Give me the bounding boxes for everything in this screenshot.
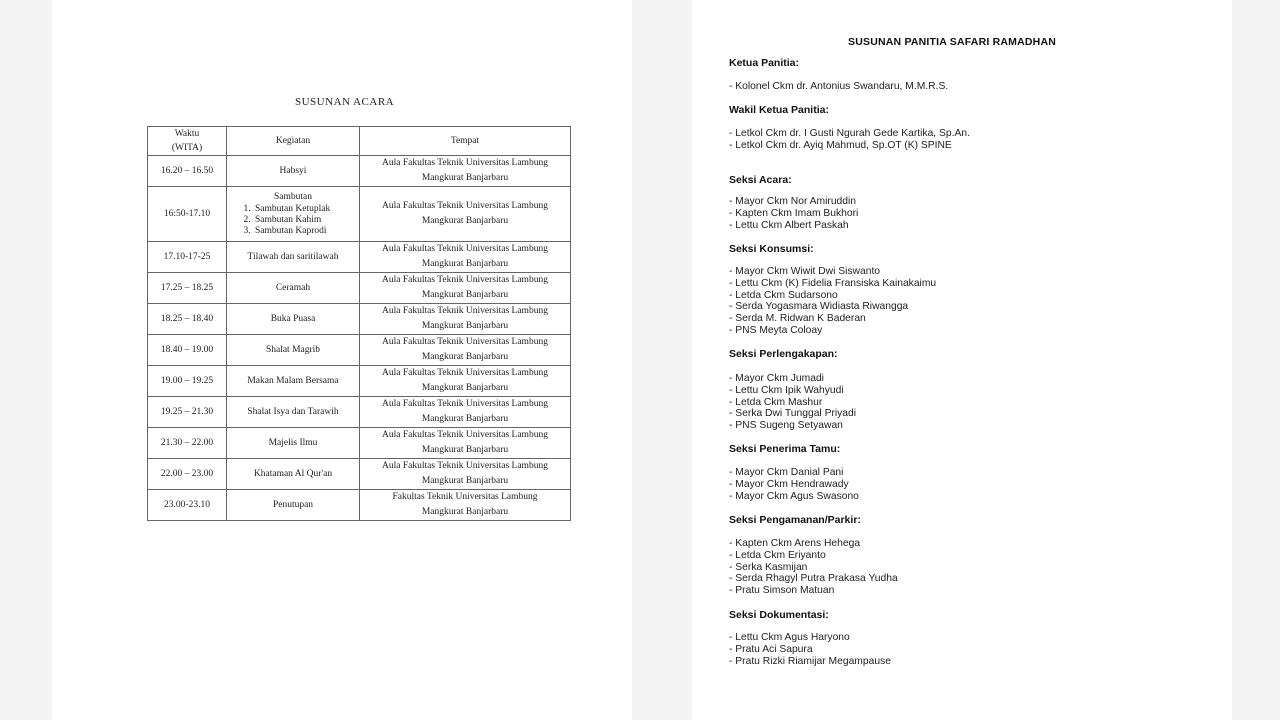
list-item: - Serda M. Ridwan K Baderan [729,313,866,325]
panitia-title: SUSUNAN PANITIA SAFARI RAMADHAN [848,36,1057,48]
list-item: - PNS Meyta Coloay [729,324,823,336]
list-item: - Mayor Ckm Jumadi [729,373,824,384]
list-item: - Lettu Ckm Albert Paskah [729,219,849,231]
cell-waktu: 17.25 – 18.25 [148,273,227,304]
cell-kegiatan [227,187,360,242]
list-item: - Serda Yogasmara Widiasta Riwangga [729,301,909,313]
list-item: - Serda Rhagyl Putra Prakasa Yudha [729,573,898,585]
section-list-penerima-tamu [729,467,859,502]
tempat-line-1: Aula Fakultas Teknik Universitas Lambung [382,275,548,285]
list-item: - Letkol Ckm dr. I Gusti Ngurah Gede Kartika, Sp.An. [729,128,970,139]
tempat-line-1: Aula Fakultas Teknik Universitas Lambung [382,399,548,409]
table-row [148,397,571,428]
cell-tempat [360,304,571,335]
list-item: - Mayor Ckm Agus Swasono [729,490,859,502]
section-heading-ketua: Ketua Panitia: [729,57,800,69]
list-item: 1. Sambutan Ketuplak [253,204,355,215]
cell-kegiatan: Penutupan [227,490,360,521]
cell-kegiatan: Habsyi [227,156,360,187]
section-list-perlengkapan [729,373,856,432]
list-item: - Pratu Aci Sapura [729,643,813,655]
list-item: - Kapten Ckm Arens Hehega [729,538,861,549]
cell-waktu: 19.00 – 19.25 [148,366,227,397]
header-tempat: Tempat [360,127,571,156]
table-row [148,187,571,242]
tempat-line-2: Mangkurat Banjarbaru [421,321,509,331]
table-row [148,273,571,304]
list-item: - Letkol Ckm dr. Ayiq Mahmud, Sp.OT (K) SPINE [729,139,952,151]
section-heading-wakil: Wakil Ketua Panitia: [729,104,829,116]
cell-kegiatan: Makan Malam Bersama [227,366,360,397]
tempat-line-1: Aula Fakultas Teknik Universitas Lambung [382,158,548,168]
acara-table [147,126,571,521]
table-row [148,304,571,335]
cell-kegiatan: Majelis Ilmu [227,428,360,459]
section-heading-perlengkapan: Seksi Perlengakapan: [729,348,838,360]
tempat-line-1: Aula Fakultas Teknik Universitas Lambung [382,244,548,254]
tempat-line-1: Aula Fakultas Teknik Universitas Lambung [382,430,548,440]
section-list-konsumsi [729,266,936,337]
list-item: - Pratu Simson Matuan [729,585,835,597]
section-heading-dokumentasi: Seksi Dokumentasi: [729,609,829,621]
cell-waktu: 18.25 – 18.40 [148,304,227,335]
table-row [148,428,571,459]
header-waktu [148,127,227,156]
tempat-line-2: Mangkurat Banjarbaru [421,352,509,362]
list-item: - Letda Ckm Eriyanto [729,549,826,561]
tempat-line-2: Mangkurat Banjarbaru [421,383,509,393]
cell-tempat [360,156,571,187]
tempat-line-2: Mangkurat Banjarbaru [421,290,509,300]
cell-tempat [360,397,571,428]
sambutan-list [231,204,355,237]
cell-kegiatan: Shalat Isya dan Tarawih [227,397,360,428]
table-row [148,242,571,273]
list-item: - Mayor Ckm Wiwit Dwi Siswanto [729,266,881,277]
cell-kegiatan: Ceramah [227,273,360,304]
list-item: - Lettu Ckm Agus Haryono [729,632,850,643]
table-header-row [148,127,571,156]
section-list-dokumentasi [729,632,891,667]
section-heading-penerima-tamu: Seksi Penerima Tamu: [729,443,841,455]
tempat-line-2: Mangkurat Banjarbaru [421,173,509,183]
list-item: - Lettu Ckm (K) Fidelia Fransiska Kainakaimu [729,277,937,289]
section-list-acara [729,196,858,231]
sambutan-heading: Sambutan [274,192,312,202]
table-row [148,366,571,397]
cell-waktu: 16:50-17.10 [148,187,227,242]
cell-tempat [360,490,571,521]
header-kegiatan: Kegiatan [227,127,360,156]
section-list-pengamanan [729,538,898,597]
table-row [148,156,571,187]
table-row [148,335,571,366]
list-item: - PNS Sugeng Setyawan [729,420,843,432]
tempat-line-1: Fakultas Teknik Universitas Lambung [392,492,538,502]
section-list-wakil [729,128,970,152]
tempat-line-2: Mangkurat Banjarbaru [421,507,509,517]
cell-waktu: 23.00-23.10 [148,490,227,521]
right-page [692,0,1232,720]
list-item: - Kapten Ckm Imam Bukhori [729,207,859,219]
table-row [148,459,571,490]
list-item: - Pratu Rizki Riamijar Megampause [729,655,891,667]
acara-title: SUSUNAN ACARA [295,96,395,108]
list-item: - Mayor Ckm Nor Amiruddin [729,196,857,207]
list-item: - Lettu Ckm Ipik Wahyudi [729,384,844,396]
list-item: - Letda Ckm Mashur [729,396,823,408]
list-item: 2. Sambutan Kahim [253,215,355,226]
cell-waktu: 18.40 – 19.00 [148,335,227,366]
cell-waktu: 16.20 – 16.50 [148,156,227,187]
tempat-line-1: Aula Fakultas Teknik Universitas Lambung [382,368,548,378]
cell-tempat [360,366,571,397]
tempat-line-2: Mangkurat Banjarbaru [421,414,509,424]
list-item: - Letda Ckm Sudarsono [729,289,838,301]
cell-kegiatan: Khataman Al Qur'an [227,459,360,490]
list-item: - Serka Dwi Tunggal Priyadi [729,408,857,420]
tempat-line-2: Mangkurat Banjarbaru [421,445,509,455]
tempat-line-2: Mangkurat Banjarbaru [421,216,509,226]
cell-waktu: 21.30 – 22.00 [148,428,227,459]
tempat-line-2: Mangkurat Banjarbaru [421,259,509,269]
header-wita-label: (WITA) [171,143,203,153]
cell-kegiatan: Tilawah dan saritilawah [227,242,360,273]
tempat-line-1: Aula Fakultas Teknik Universitas Lambung [382,337,548,347]
section-list-ketua [729,81,948,93]
cell-tempat [360,459,571,490]
cell-waktu: 22.00 – 23.00 [148,459,227,490]
cell-tempat [360,335,571,366]
tempat-line-1: Aula Fakultas Teknik Universitas Lambung [382,201,548,211]
cell-tempat [360,273,571,304]
cell-tempat [360,187,571,242]
tempat-line-1: Aula Fakultas Teknik Universitas Lambung [382,461,548,471]
cell-kegiatan: Buka Puasa [227,304,360,335]
cell-waktu: 17.10-17-25 [148,242,227,273]
list-item: - Mayor Ckm Hendrawady [729,478,849,490]
list-item: - Mayor Ckm Danial Pani [729,467,844,478]
cell-tempat [360,428,571,459]
table-row [148,490,571,521]
cell-tempat [360,242,571,273]
list-item: - Serka Kasmijan [729,561,808,573]
cell-kegiatan: Shalat Magrib [227,335,360,366]
list-item: 3. Sambutan Kaprodi [253,226,355,237]
section-heading-pengamanan: Seksi Pengamanan/Parkir: [729,514,861,526]
section-heading-acara: Seksi Acara: [729,174,792,186]
tempat-line-1: Aula Fakultas Teknik Universitas Lambung [382,306,548,316]
header-waktu-label: Waktu [174,129,200,139]
section-heading-konsumsi: Seksi Konsumsi: [729,243,814,255]
tempat-line-2: Mangkurat Banjarbaru [421,476,509,486]
cell-waktu: 19.25 – 21.30 [148,397,227,428]
list-item: - Kolonel Ckm dr. Antonius Swandaru, M.M.R.S. [729,81,949,92]
